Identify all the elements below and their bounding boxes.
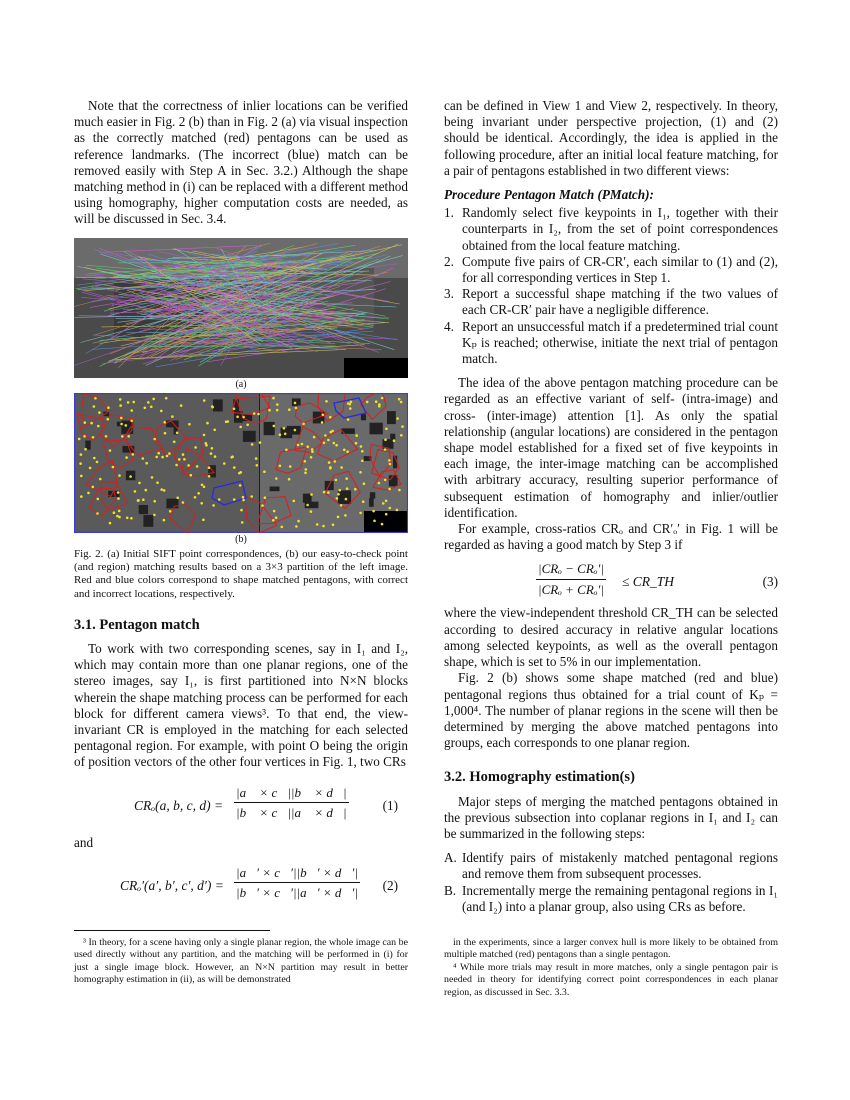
and-text: and [74,834,94,850]
equation-2-lhs: CRₒ′(a′, b′, c′, d′) = [120,877,224,893]
procedure-steps [444,205,778,367]
figure-2 [74,238,408,601]
threshold-paragraph: where the view-independent threshold CR_TH can be selected according to desired accuracy in relative angular locations among selected keypoints, as well as the overall pentagon shape, which is set to 5% in our implementation. [444,605,778,670]
merge-step: B. Incrementally merge the remaining pentagonal regions in I₁ (and I₂) into a planar group, also using CRs as before. [444,882,778,914]
fig2b-paragraph: Fig. 2 (b) shows some shape matched (red and blue) pentagonal regions thus obtained for a trial count of Kₚ = 1,000⁴. The number of planar regions in the scene will then be determined by merging the above matched pentagons into groups, each corresponds to one planar region. [444,670,778,751]
equation-1-denominator: |b⃗ × c⃗||a⃗ × d⃗| [236,804,347,820]
example-paragraph: For example, cross-ratios CRₒ and CR′ₒ′ in Fig. 1 will be regarded as having a good match by Step 3 if [444,521,778,553]
right-column [444,98,778,915]
footnote-rule [74,930,270,931]
procedure-title: Procedure Pentagon Match (PMatch): [444,187,654,203]
section-title-3-2: 3.2. Homography estimation(s) [444,769,635,786]
equation-3-denominator: |CRₒ + CRₒ′| [538,581,604,597]
figure-caption: Fig. 2. (a) Initial SIFT point correspondences, (b) our easy-to-check point (and region) matching results based on a 3×3 partition of the left image. Red and blue colors correspond to shape matched pentagons, with correct and incorrect locations, respectively. [74,547,408,600]
equation-2-fraction [234,865,360,901]
equation-1-numerator: |a⃗ × c⃗||b⃗ × d⃗| [234,785,349,803]
merge-step: A. Identify pairs of mistakenly matched pentagonal regions and remove them from subsequent processes. [444,850,778,882]
idea-paragraph: The idea of the above pentagon matching procedure can be regarded as an effective variant of self- (intra-image) and cross- (inter-image) attention [1]. As only the spatial relationship (angular locations) are considered in the pentagon shape model established for a fixed set of five keypoints in each image, the inter-image matching can be accomplished with arbitrary accuracy, resulting superior performance of subsequent estimation of homography and inlier/outlier identification. [444,375,778,520]
equation-1-number: (1) [382,797,398,813]
figure-2b-image [74,393,408,533]
figure-2b-label: (b) [235,533,247,545]
procedure-step: 2. Compute five pairs of CR-CR′, each similar to (1) and (2), for all corresponding vertices in Step 1. [444,253,778,286]
figure-2a-label: (a) [235,378,247,390]
equation-1-fraction [234,785,349,821]
equation-2 [74,865,408,909]
footnote-3-continued: in the experiments, since a larger convex hull is more likely to be obtained from multiple matched (red) pentagons than a single pentagon. [444,937,778,961]
homography-paragraph: Major steps of merging the matched pentagons obtained in the previous subsection into coplanar regions in I₁ and I₂ can be summarized in the following steps: [444,793,778,841]
equation-3-number: (3) [762,574,778,590]
equation-3 [444,561,778,601]
section-3-1-paragraph: To work with two corresponding scenes, say in I₁ and I₂, which may contain more than one planar regions, one of the stereo images, say I₁, is first partitioned into N×N blocks wherein the shape matching process can be performed for each block for different camera views³. To that end, the view-invariant CR is employed in the matching for each selected pentagonal region. For example, with point O being the origin of position vectors of the other four vertices in Fig. 1, two CRs [74,641,408,770]
equation-2-number: (2) [382,877,398,893]
equation-3-numerator: |CRₒ − CRₒ′| [536,561,606,579]
procedure-step: 4. Report an unsuccessful match if a predetermined trial count Kₚ is reached; otherwise, initiate the next trial of pentagon match. [444,318,778,367]
procedure-step: 3. Report a successful shape matching if the two values of each CR-CR′ pair have a negligible difference. [444,286,778,318]
footnote-3 [74,937,408,987]
footnotes-right [444,937,778,999]
footnote-3-text: ³ In theory, for a scene having only a single planar region, the whole image can be used directly without any partition, and the matching will be performed in (i) for just a single image block. However, an N×N partition may result in better homography estimation in (ii), as will be demonstrated [74,937,408,986]
figure-2a-image [74,238,408,378]
procedure-step: 1. Randomly select five keypoints in I₁, together with their counterparts in I₂, from the set of point correspondences obtained from the local feature matching. [444,205,778,253]
equation-2-denominator: |b⃗′ × c⃗′||a⃗′ × d⃗′| [236,885,358,901]
equation-1 [74,785,408,829]
equation-3-fraction [536,561,606,597]
merge-steps [444,850,778,915]
continued-paragraph: can be defined in View 1 and View 2, respectively. In theory, being invariant under perspective projection, (1) and (2) should be identical. Accordingly, the idea is applied in the following procedure, after an initial local feature matching, for a pair of pentagons established in two different views: [444,98,778,178]
intro-paragraph: Note that the correctness of inlier locations can be verified much easier in Fig. 2 (b) than in Fig. 2 (a) via visual inspection as the correctly matched (red) pentagons can be used as reference landmarks. (The incorrect (blue) match can be removed easily with Step A in Sec. 3.2.) Although the shape matching method in (i) can be replaced with a different method using homography, higher computation costs are needed, as will be discussed in Sec. 3.4. [74,98,408,227]
equation-1-lhs: CRₒ(a, b, c, d) = [134,797,224,813]
equation-2-numerator: |a⃗′ × c⃗′||b⃗′ × d⃗′| [234,865,360,883]
equation-3-rhs: ≤ CR_TH [622,574,675,590]
footnote-4: ⁴ While more trials may result in more matches, only a single pentagon pair is needed in theory for identifying correct point correspondences in each planar region, as discussed in Sec. 3.3. [444,961,778,998]
section-title-3-1: 3.1. Pentagon match [74,616,200,633]
left-column [74,98,408,915]
